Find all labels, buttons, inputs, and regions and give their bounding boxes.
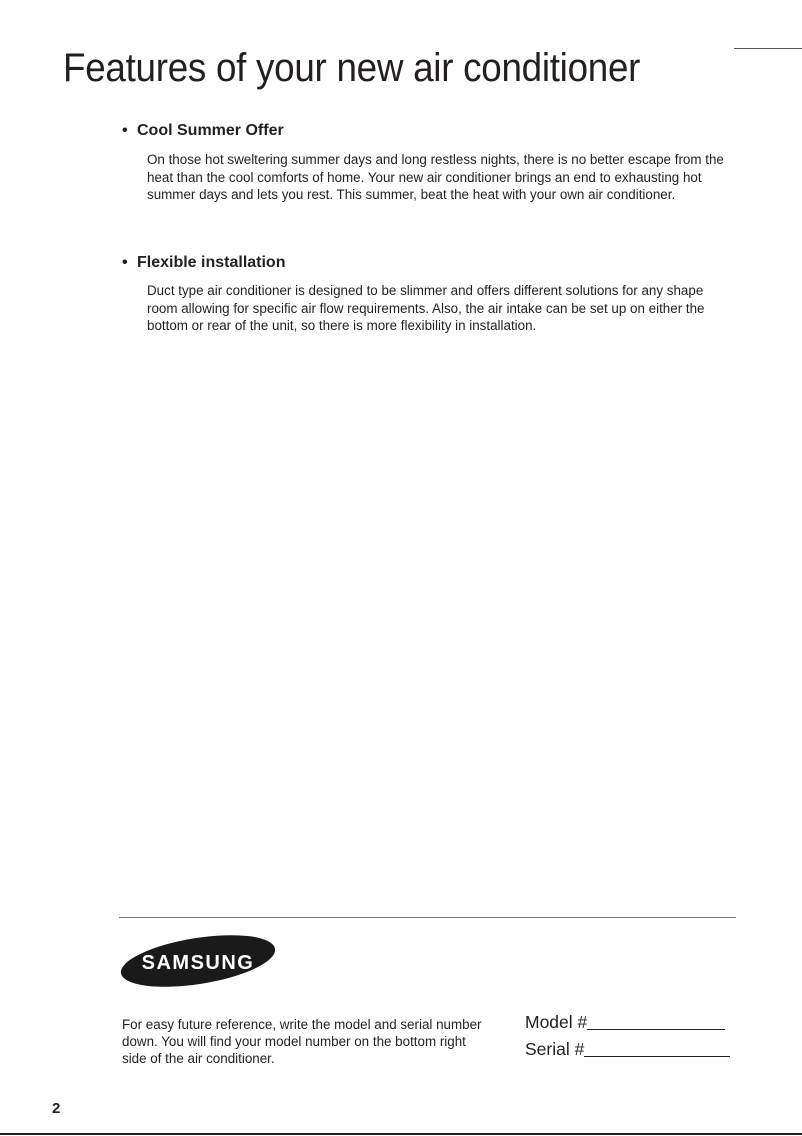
page-number: 2 [52,1100,61,1117]
bottom-rule [0,1133,802,1135]
serial-number-field[interactable] [525,1039,730,1060]
heading-text: Cool Summer Offer [137,122,284,139]
page-title: Features of your new air conditioner [63,46,641,90]
svg-text:SAMSUNG: SAMSUNG [141,952,255,974]
header-rule [734,48,802,49]
reference-note: For easy future reference, write the model and serial number down. You will find your model number on the bottom right side of the air conditioner. [122,1017,482,1066]
model-number-field[interactable] [525,1012,725,1033]
section-heading-cool-summer: • Cool Summer Offer [122,122,284,139]
footer-divider [119,917,736,918]
model-label: Model # [525,1012,588,1032]
section-heading-flexible-installation: • Flexible installation [122,254,286,271]
serial-label: Serial # [525,1039,585,1059]
section-body-cool-summer: On those hot sweltering summer days and long restless nights, there is no better escape from the heat than the cool comforts of home. Your new air conditioner brings an end to exhausting hot summer days and lets you rest. This summer, beat the heat with your own air conditioner. [147,152,724,202]
section-body-flexible-installation: Duct type air conditioner is designed to be slimmer and offers different solutions for any shape room allowing for specific air flow requirements. Also, the air intake can be set up on either the bottom or rear of the unit, so there is more flexibility in installation. [147,283,705,333]
samsung-logo [120,932,280,997]
heading-text: Flexible installation [137,254,286,271]
